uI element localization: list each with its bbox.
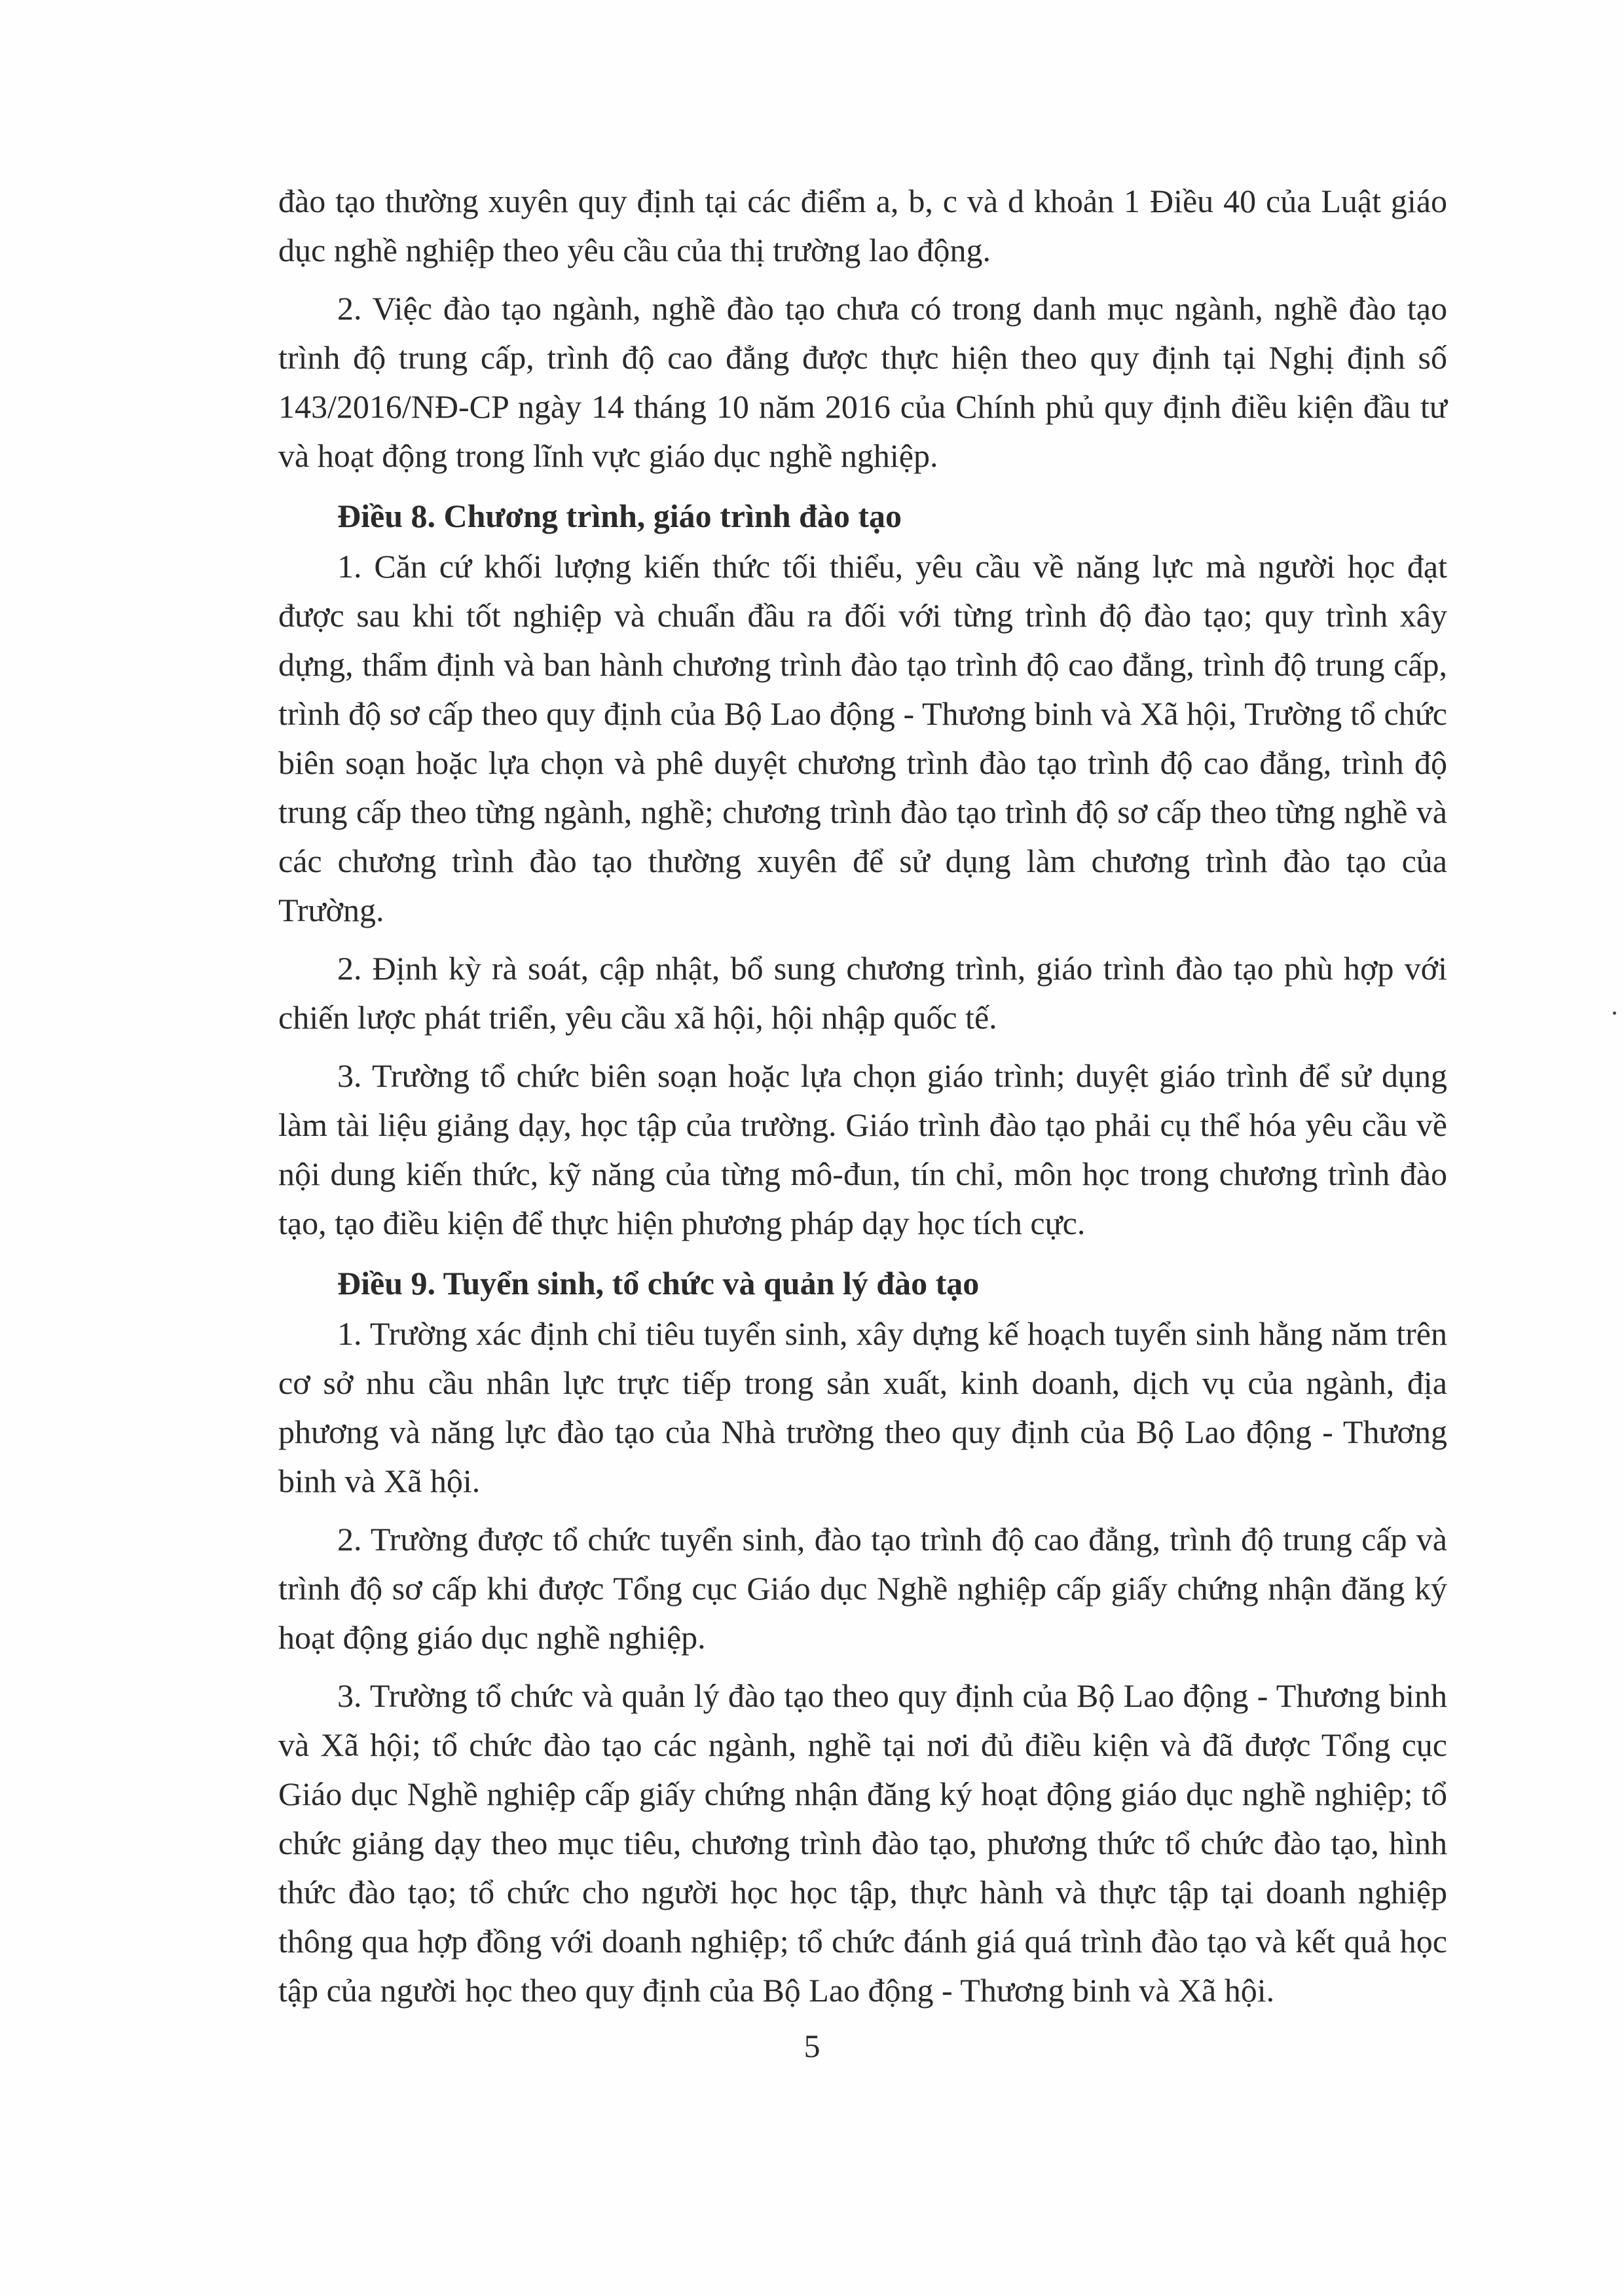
article-9-clause-1: 1. Trường xác định chỉ tiêu tuyển sinh, xây dựng kế hoạch tuyển sinh hằng năm trên cơ sở nhu cầu nhân lực trực tiếp trong sản xuất, kinh doanh, dịch vụ của ngành, địa phương và năng lực đào tạo của Nhà trường theo quy định của Bộ Lao động - Thương binh và Xã hội. [278,1315,1447,1499]
article-8-clause-1: 1. Căn cứ khối lượng kiến thức tối thiểu, yêu cầu về năng lực mà người học đạt được sau khi tốt nghiệp và chuẩn đầu ra đối với từng trình độ đào tạo; quy trình xây dựng, thẩm định và ban hành chương trình đào tạo trình độ cao đẳng, trình độ trung cấp, trình độ sơ cấp theo quy định của Bộ Lao động - Thương binh và Xã hội, Trường tổ chức biên soạn hoặc lựa chọn và phê duyệt chương trình đào tạo trình độ cao đẳng, trình độ trung cấp theo từng ngành, nghề; chương trình đào tạo trình độ sơ cấp theo từng nghề và các chương trình đào tạo thường xuyên để sử dụng làm chương trình đào tạo của Trường. [278,548,1447,928]
article-9-clause-2: 2. Trường được tổ chức tuyển sinh, đào tạo trình độ cao đẳng, trình độ trung cấp và trình độ sơ cấp khi được Tổng cục Giáo dục Nghề nghiệp cấp giấy chứng nhận đăng ký hoạt động giáo dục nghề nghiệp. [278,1521,1447,1656]
intro-continuation-paragraph: đào tạo thường xuyên quy định tại các điểm a, b, c và d khoản 1 Điều 40 của Luật giáo dục nghề nghiệp theo yêu cầu của thị trường lao động. [278,183,1447,268]
article-9-heading: Điều 9. Tuyển sinh, tổ chức và quản lý đào tạo [337,1265,980,1302]
article-8-clause-3: 3. Trường tổ chức biên soạn hoặc lựa chọn giáo trình; duyệt giáo trình để sử dụng làm tài liệu giảng dạy, học tập của trường. Giáo trình đào tạo phải cụ thể hóa yêu cầu về nội dung kiến thức, kỹ năng của từng mô-đun, tín chỉ, môn học trong chương trình đào tạo, tạo điều kiện để thực hiện phương pháp dạy học tích cực. [278,1057,1447,1241]
page-number: 5 [803,2028,821,2064]
scan-speck [1613,1011,1616,1015]
clause-2-paragraph: 2. Việc đào tạo ngành, nghề đào tạo chưa có trong danh mục ngành, nghề đào tạo trình độ trung cấp, trình độ cao đẳng được thực hiện theo quy định tại Nghị định số 143/2016/NĐ-CP ngày 14 tháng 10 năm 2016 của Chính phủ quy định điều kiện đầu tư và hoạt động trong lĩnh vực giáo dục nghề nghiệp. [278,290,1447,474]
article-8-clause-2: 2. Định kỳ rà soát, cập nhật, bổ sung chương trình, giáo trình đào tạo phù hợp với chiến lược phát triển, yêu cầu xã hội, hội nhập quốc tế. [278,950,1447,1036]
article-9-clause-3: 3. Trường tổ chức và quản lý đào tạo theo quy định của Bộ Lao động - Thương binh và Xã hội; tổ chức đào tạo các ngành, nghề tại nơi đủ điều kiện và đã được Tổng cục Giáo dục Nghề nghiệp cấp giấy chứng nhận đăng ký hoạt động giáo dục nghề nghiệp; tổ chức giảng dạy theo mục tiêu, chương trình đào tạo, phương thức tổ chức đào tạo, hình thức đào tạo; tổ chức cho người học học tập, thực hành và thực tập tại doanh nghiệp thông qua hợp đồng với doanh nghiệp; tổ chức đánh giá quá trình đào tạo và kết quả học tập của người học theo quy định của Bộ Lao động - Thương binh và Xã hội. [278,1677,1447,2009]
page-body [278,177,1447,2015]
article-8-heading: Điều 8. Chương trình, giáo trình đào tạo [337,498,902,534]
